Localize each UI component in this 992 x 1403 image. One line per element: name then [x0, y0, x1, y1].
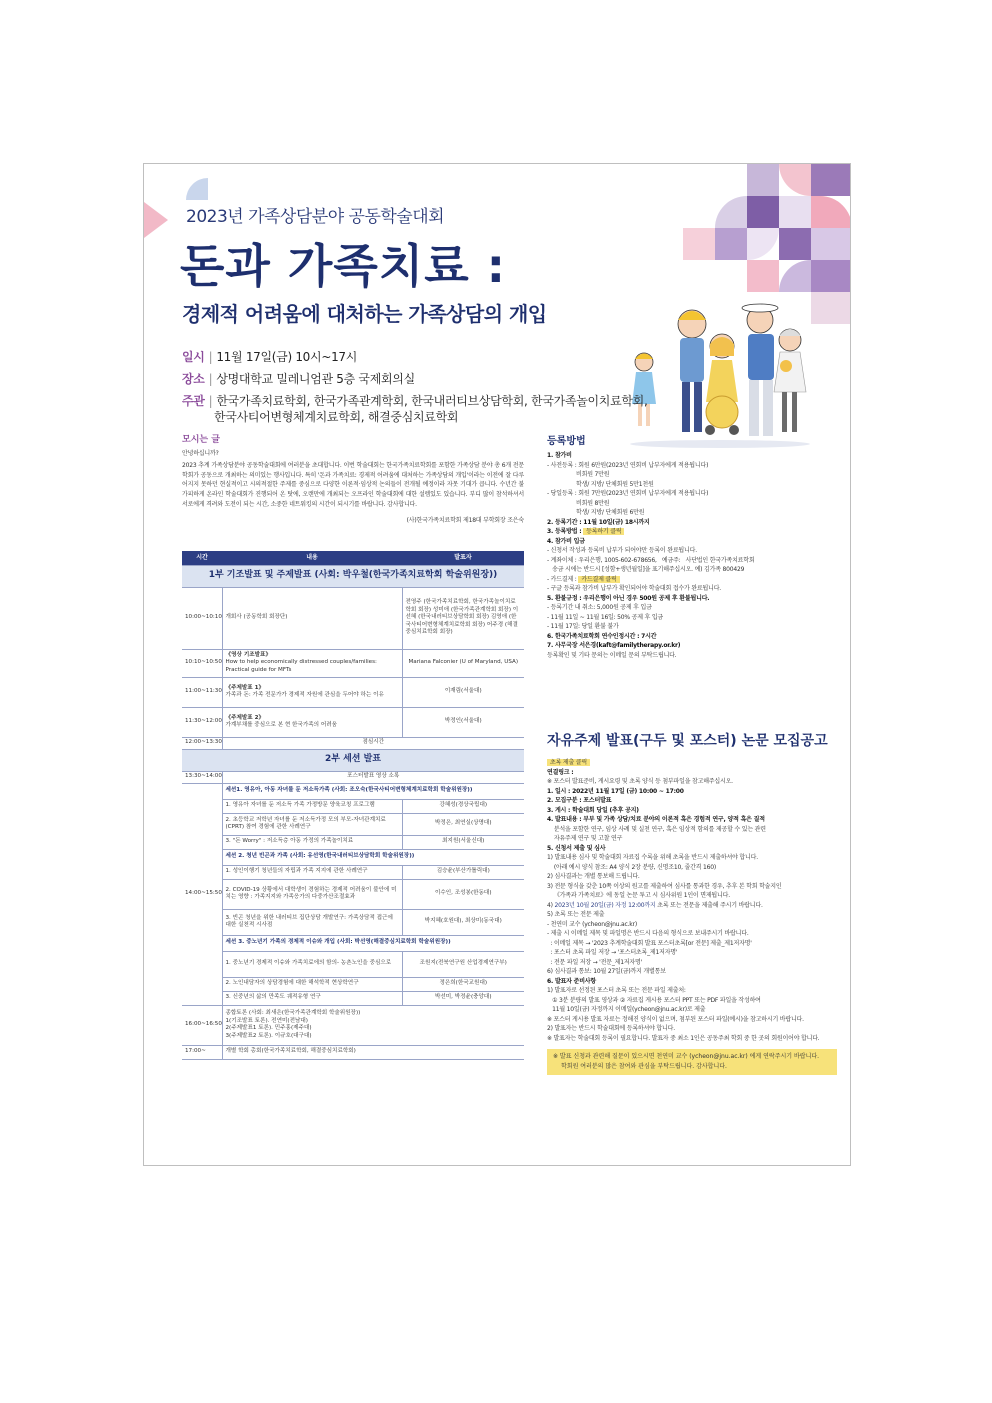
row-content: 포스터발표 영상 소록: [222, 771, 524, 783]
invitation-section: [182, 432, 524, 526]
list-item: 3. "돈 Worry" : 저소득층 아동 가정의 가족놀이치료: [222, 835, 402, 849]
conference-theme: 경제적 어려움에 대처하는 가족상담의 개입: [182, 302, 547, 326]
row-speaker: 박정인(서울대): [402, 707, 524, 737]
row-content: 《주제발표 1》 가족과 돈: 가족 전문가가 경제적 자원에 관심을 두어야 하는 이유: [222, 677, 402, 707]
family-illustration: [622, 284, 812, 449]
list-item: 1. 중노년기 경제적 이슈와 가족치료에의 함의- 농촌노인을 중심으로: [222, 951, 402, 977]
list-item-speaker: 최지원(서울신대): [402, 835, 524, 849]
row-time: 11:30~12:00: [182, 707, 222, 737]
conference-title: 돈과 가족치료 :: [180, 239, 507, 293]
info-place: 장소 | 상명대학교 밀레니엄관 5층 국제회의실: [182, 372, 415, 386]
list-item-speaker: 정은희(한국교원대): [402, 977, 524, 991]
col-header-speaker: 발표자: [402, 551, 524, 565]
register-link-button[interactable]: 등록하기 클릭: [583, 528, 624, 535]
row-time: 12:00~13:30: [182, 737, 222, 749]
row-speaker: Mariana Falconier (U of Maryland, USA): [402, 649, 524, 677]
call-for-papers: [547, 730, 837, 1075]
poster: [143, 163, 851, 1166]
session3-title: 세션 3. 중노년기 가족의 경제적 이슈와 개입 (사회: 박선영(해결중심치료학회 학술위원장)): [222, 935, 524, 951]
list-item: 2. 노인내담자의 상담경험에 대한 해석학적 현상학연구: [222, 977, 402, 991]
list-item: 2. 초등학교 저학년 자녀를 둔 저소득가정 모의 부모-자녀관계치료(CPRT) 참여 경험에 관한 사례연구: [222, 813, 402, 835]
card-payment-link-button[interactable]: 카드결제 클릭: [578, 576, 619, 583]
contact-notice: ※ 발표 신청과 관련해 질문이 있으시면 천연미 교수 (ycheon@jnu.ac.kr) 에게 연락주시기 바랍니다. 학회원 여러분의 많은 참여와 관심을 부탁드립니다. 감사합니다.: [547, 1049, 837, 1075]
list-item-speaker: 조원지(전북연구원 산업경제연구부): [402, 951, 524, 977]
list-item-speaker: 이수인, 조성봉(한동대): [402, 879, 524, 909]
conference-subtitle: 2023년 가족상담분야 공동학술대회: [186, 207, 445, 227]
part2-band: 2부 세션 발표: [182, 749, 524, 771]
list-item-speaker: 김승윤(부산가톨릭대): [402, 865, 524, 879]
invitation-heading: 모시는 글: [182, 435, 220, 445]
list-item: 2. COVID-19 상황에서 대학생이 경험하는 경제적 어려움이 불안에 미치는 영향 : 가족지지와 가족응가의 다중가산조절효과: [222, 879, 402, 909]
part1-band: 1부 기조발표 및 주제발표 (사회: 박우철(한국가족치료학회 학술위원장)): [182, 565, 524, 587]
list-item: 3. 빈곤 청년을 위한 내러티브 집단상담 개발연구: 가족상담적 접근에 대한 실천적 시사점: [222, 909, 402, 935]
info-host-2: 한국사티어변형체계치료학회, 해결중심치료학회: [214, 410, 459, 424]
invitation-signature: (사)한국가족치료학회 제18대 부학회장 조은숙: [406, 516, 524, 524]
invitation-body: 2023 추계 가족상담분야 공동학술대회에 여러분을 초대합니다. 이번 학술대회는 한국가족치료학회를 포함한 가족상담 분야 총 6개 전문학회가 공동으로 개최하는 의미있는 행사입니다. 특히 '돈과 가족치료: 경제적 어려움에 대처하는 가족상담의 개입'이라는 이전에 잘 다루어지지 못하던 현실적이고 시의적절한 주제를 중심으로 다양한 이론적·임상적 논의들이 전개될 예정이라 자못 기대가 큽니다. 수년간 불가피하게 온라인 학술대회가 진행되어 온 탓에, 오랜만에 개최되는 오프라인 학술대회에 대한 설렘있도 있습니다. 부디 많이 참석하셔서 서로에게 격려와 도전이 되는 시간, 소중한 네트워킹의 시간이 되시기를 바랍니다. 감사합니다.: [182, 461, 524, 508]
row-content: 《영상 기조발표》 How to help economically distressed couples/families: Practical guide for MFTs: [222, 649, 402, 677]
col-header-time: 시간: [182, 551, 222, 565]
row-speaker: 전영주 (한국가족치료학회, 한국가족놀이치료학회 회장) 성미애 (한국가족관계학회 회장) 이선혜 (한국내러티브상담학회 회장) 김영애 (한국사티어변형체계치료학회 회장) 어주경 (해결중심치료학회 회장): [402, 587, 524, 649]
row-time: 10:10~10:50: [182, 649, 222, 677]
list-item-speaker: 박정은, 최연실(상명대): [402, 813, 524, 835]
row-content: 점심시간: [222, 737, 524, 749]
list-item-speaker: 박지혜(호원대), 최상미(동국대): [402, 909, 524, 935]
row-time: 11:00~11:30: [182, 677, 222, 707]
session2-title: 세션 2. 청년 빈곤과 가족 (사회: 유선영(한국내러티브상담학회 학술위원장)): [222, 849, 524, 865]
row-content: 개회사 (공동학회 회장단): [222, 587, 402, 649]
call-heading: 자유주제 발표(구두 및 포스터) 논문 모집공고: [547, 733, 828, 749]
row-speaker: 이재림(서울대): [402, 677, 524, 707]
session-time: 14:00~15:50: [182, 783, 222, 1005]
registration-heading: 등록방법: [547, 436, 586, 447]
abstract-submit-button[interactable]: 초록 제출 클릭: [547, 759, 590, 766]
row-time: 10:00~10:10: [182, 587, 222, 649]
list-item: 1. 성인이행기 청년들의 자립과 가족 지지에 관한 사례연구: [222, 865, 402, 879]
row-content: 《주제발표 2》 가계부채를 중심으로 본 현 한국가족의 어려움: [222, 707, 402, 737]
invitation-greeting: 안녕하십니까?: [182, 450, 219, 457]
col-header-content: 내용: [222, 551, 402, 565]
list-item-speaker: 강혜성(경상국립대): [402, 799, 524, 813]
session1-title: 세션1. 영유아, 아동 자녀를 둔 저소득가족 (사회: 조오숙(한국사티어변형체계치료학회 학술위원장)): [222, 783, 524, 799]
list-item-speaker: 박선미, 박정윤(충앙대): [402, 991, 524, 1005]
call-body: 초록 제출 클릭 연결링크 : ※ 포스터 발표준비, 게시요령 및 초록 양식 등 첨부파일을 참고해주십시오. 1. 일시 : 2022년 11월 17일 (금) 10:00 ~ 17:00 2. 모집구분 : 포스터발표 3. 게시 : 학술대회 당일 (추후 공지) 4. 발표내용 : 부부 및 가족 상담/치료 분야의 이론적 혹은 경험적 연구, 양적 혹은 질적 분석을 포함한 연구, 임상 사례 및 실천 연구, 혹은 임상적 함의를 제공할 수 있는 관련 자유주제 연구 및 고찰 연구 5. 신청서 제출 및 심사 1) 발표내용 심사 및 학술대회 자료집 수록을 위해 초록을 반드시 제출하셔야 합니다. (아래 예시 양식 참조: A4 양식 2장 분량, 신명조10, 줄간격 160) 2) 심사결과는 개별 통보해 드립니다. 3) 전문 형식을 갖춘 10쪽 이상의 원고를 제출하여 심사를 통과한 경우, 추후 본 학회 학술지인 《가족과 가족치료》에 동일 논문 투고 시 심사위원 1인이 면제됩니다. 4) 2023년 10월 20일(금) 자정 12:00까지 초록 또는 전문을 제출해 주시기 바랍니다. 5) 초록 또는 전문 제출 - 천연미 교수 (ycheon@jnu.ac.kr) - 제출 시 이메일 제목 및 파일명은 반드시 다음의 형식으로 보내주시기 바랍니다. : 이메일 제목 → '2023 추계학술대회 발표 포스터초록[or 전문] 제출_제1저자명' : 포스터 초록 파일 저장 → '포스터초록_제1저자명' : 전문 파일 저장 → '전문_제1저자명' 6) 심사결과 통보: 10월 27일(금)까지 개별통보 6. 발표자 준비사항 1) 발표자로 선정된 포스터 초록 또는 전문 파일 제출처: ① 3분 분량의 발표 영상과 ② 자료집 게시용 포스터 PPT 또는 PDF 파일을 작성하여 11월 10일(금) 자정까지 이메일(ycheon@jnu.ac.kr)로 제출 ※ 포스터 게시용 발표 자료는 정해진 양식이 없으며, 첨부된 포스터 파일(예시)을 참고하시기 바랍니다. 2) 발표자는 반드시 학술대회에 등록하셔야 합니다. ※ 발표자는 학술대회 등록이 필요합니다. 발표자 중 최소 1인은 공동주최 학회 중 한 곳의 회원이어야 합니다.: [547, 759, 820, 1042]
list-item: 1. 영유아 자녀를 둔 저소득 가족 가정방문 양육코칭 프로그램: [222, 799, 402, 813]
row-time: 17:00~: [182, 1045, 222, 1059]
list-item: 3. 신중년의 삶의 만족도 궤적유형 연구: [222, 991, 402, 1005]
row-content: 종합토론 (사회: 최새은(한국가족관계학회 학술위원장)) 1(기조발표 토론). 전연미(전남대) 2(주제발표1 토론). 민주홍(제주대) 3(주제발표2 토론). 이규호(대구대): [222, 1005, 524, 1045]
registration-body: 1. 참가비 - 사전등록 : 회원 6만원(2023년 연회비 납부자에게 적용됩니다) 비회원 7만원 학생/ 지방/ 단체회원 5만1천원 - 당일등록 : 회원 7만원(2023년 연회비 납부자에게 적용됩니다) 비회원 8만원 학생/ 지방/ 단체회원 6만원 2. 등록기간 : 11월 10일(금) 18시까지 3. 등록방법 : 등록하기 클릭 4. 참가비 입금 - 신청서 작성과 등록비 납부가 되어야만 등록이 완료됩니다. - 계좌이체 : 우리은행, 1005-602-678656, 예금주: 사단법인 한국가족치료학회 송금 시에는 반드시 [성함+생년월일]을 표기해주십시오. 예) 김가족 800429 - 카드결제 : 카드결제 클릭 - 구글 등록과 참가비 납부가 확인되어야 학술대회 접수가 완료됩니다. 5. 환불규정 : 우리은행이 아닌 경우 500원 공제 후 환불됩니다. - 등록기간 내 취소: 5,000원 공제 후 입금 - 11월 11일 ~ 11월 16일: 50% 공제 후 입금 - 11월 17일: 당일 환불 불가 6. 한국가족치료학회 연수인정시간 : 7시간 7. 사무국장 서은경(kaft@familytherapy.or.kr) 등록확인 및 기타 문의는 이메일 문의 부탁드립니다.: [547, 452, 755, 659]
row-time: 16:00~16:50: [182, 1005, 222, 1045]
registration-section: [547, 432, 837, 660]
info-date: 일시 | 11월 17일(금) 10시~17시: [182, 350, 358, 364]
row-time: 13:30~14:00: [182, 771, 222, 783]
row-content: 개별 학회 총회(한국가족치료학회, 해결중심치료학회): [222, 1045, 524, 1059]
info-host: 주관 | 한국가족치료학회, 한국가족관계학회, 한국내러티브상담학회, 한국가족놀이치료학회,: [182, 394, 648, 408]
schedule-table: [182, 551, 524, 1060]
